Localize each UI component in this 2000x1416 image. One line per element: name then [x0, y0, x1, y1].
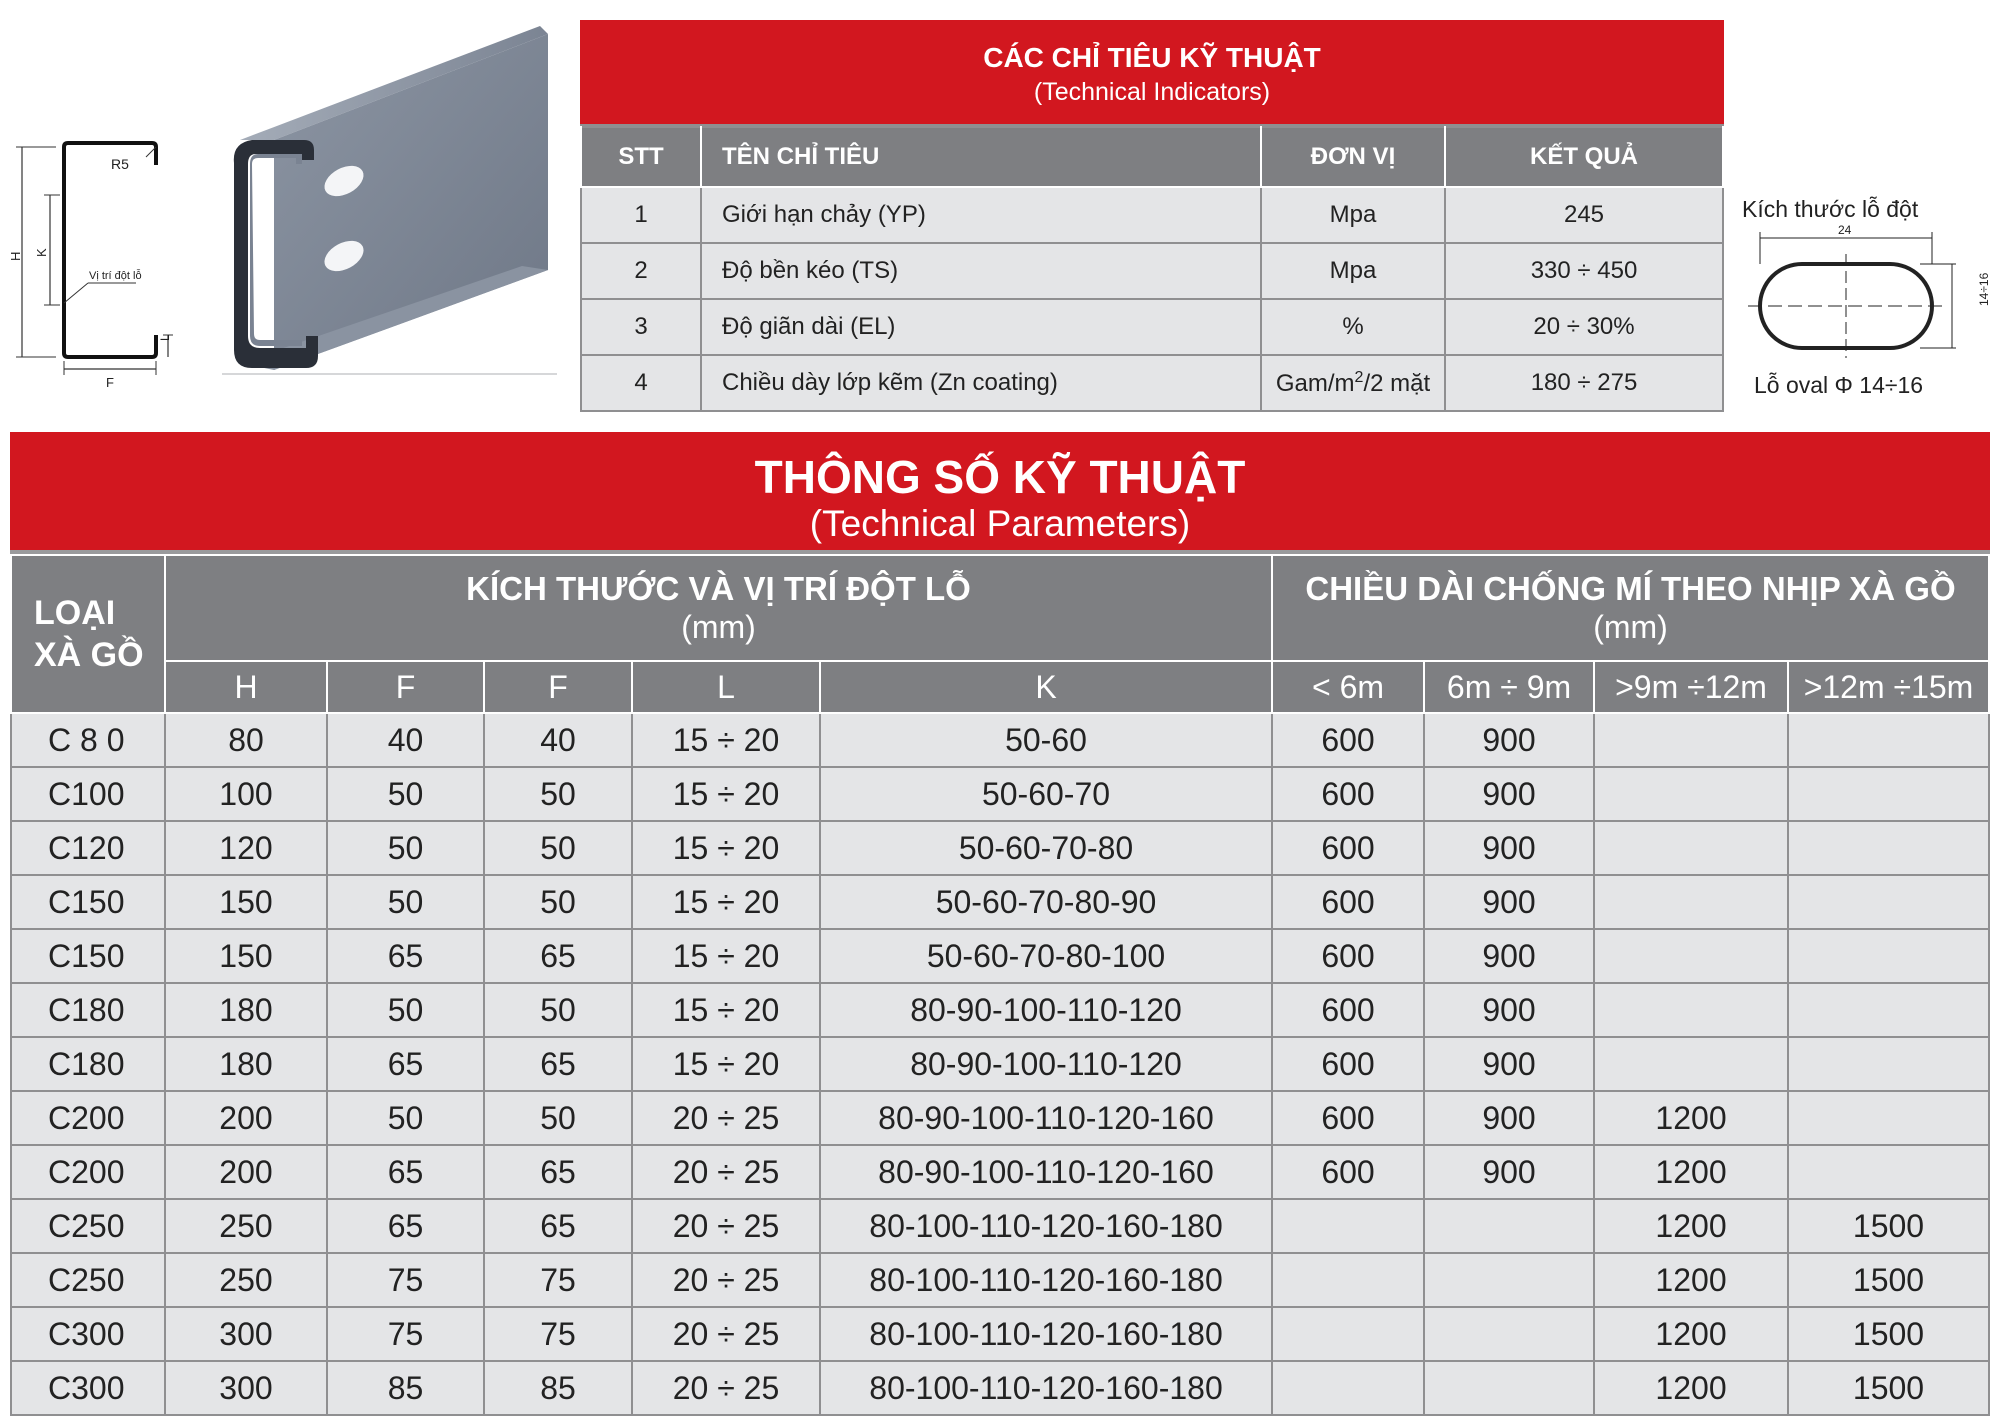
table-row — [581, 187, 1723, 243]
table-cell — [1424, 1253, 1594, 1307]
header-name: TÊN CHỈ TIÊU — [701, 127, 1261, 187]
table-cell — [1272, 1307, 1424, 1361]
table-cell: 200 — [165, 1091, 327, 1145]
table-cell: 180 — [165, 1037, 327, 1091]
hole-width-label: 24 — [1838, 223, 1852, 237]
table-cell: 75 — [484, 1307, 632, 1361]
table-cell — [1424, 1199, 1594, 1253]
table-cell — [1594, 767, 1788, 821]
table-cell — [1788, 875, 1989, 929]
table-cell: 40 — [327, 713, 484, 767]
indicators-grid — [580, 126, 1724, 412]
table-cell: 15 ÷ 20 — [632, 983, 820, 1037]
table-cell: 250 — [165, 1253, 327, 1307]
cell-type: C250 — [11, 1253, 165, 1307]
table-row — [11, 1145, 1989, 1199]
table-cell: 50-60 — [820, 713, 1272, 767]
table-cell: 600 — [1272, 1091, 1424, 1145]
c-purlin-3d-image — [222, 18, 557, 378]
table-cell: 80 — [165, 713, 327, 767]
oval-hole-drawing — [1742, 223, 1991, 371]
table-cell: 80-100-110-120-160-180 — [820, 1253, 1272, 1307]
table-cell: 50 — [484, 1091, 632, 1145]
table-cell: 1200 — [1594, 1145, 1788, 1199]
cell-unit: % — [1261, 299, 1445, 355]
header-type: LOẠI XÀ GỒ — [11, 555, 165, 713]
table-cell — [1272, 1253, 1424, 1307]
hole-caption: Lỗ oval Φ 14÷16 — [1754, 372, 1924, 398]
sub-header: H — [165, 661, 327, 713]
sub-header: < 6m — [1272, 661, 1424, 713]
cell-result: 20 ÷ 30% — [1445, 299, 1723, 355]
table-cell: 80-90-100-110-120 — [820, 983, 1272, 1037]
table-cell: 85 — [327, 1361, 484, 1415]
table-cell — [1788, 929, 1989, 983]
table-cell — [1788, 1091, 1989, 1145]
table-cell: 50 — [327, 875, 484, 929]
cell-type: C200 — [11, 1145, 165, 1199]
table-cell: 50 — [327, 983, 484, 1037]
cell-stt: 2 — [581, 243, 701, 299]
hole-detail — [1742, 196, 1991, 408]
table-cell: 200 — [165, 1145, 327, 1199]
cell-type: C150 — [11, 875, 165, 929]
table-row — [11, 1199, 1989, 1253]
table-cell — [1788, 821, 1989, 875]
table-cell: 600 — [1272, 1037, 1424, 1091]
table-cell — [1788, 983, 1989, 1037]
table-cell: 65 — [327, 1037, 484, 1091]
cell-name: Độ giãn dài (EL) — [701, 299, 1261, 355]
table-cell: 300 — [165, 1361, 327, 1415]
table-cell: 600 — [1272, 767, 1424, 821]
table-cell: 65 — [484, 1145, 632, 1199]
table-cell: 600 — [1272, 929, 1424, 983]
table-cell — [1424, 1307, 1594, 1361]
table-cell: 20 ÷ 25 — [632, 1145, 820, 1199]
table-cell: 900 — [1424, 821, 1594, 875]
table-cell: 75 — [327, 1307, 484, 1361]
params-subtitle: (Technical Parameters) — [809, 503, 1191, 544]
indicators-banner — [580, 20, 1724, 126]
indicators-subtitle: (Technical Indicators) — [1033, 78, 1271, 106]
table-row — [11, 983, 1989, 1037]
c-profile-diagram — [8, 135, 173, 395]
table-cell: 1500 — [1788, 1253, 1989, 1307]
table-cell — [1788, 713, 1989, 767]
table-row — [11, 1037, 1989, 1091]
table-cell: 900 — [1424, 767, 1594, 821]
sub-header: 6m ÷ 9m — [1424, 661, 1594, 713]
table-cell: 600 — [1272, 821, 1424, 875]
table-row — [11, 1361, 1989, 1415]
table-cell: 600 — [1272, 713, 1424, 767]
table-cell: 1200 — [1594, 1253, 1788, 1307]
table-cell — [1594, 929, 1788, 983]
cell-stt: 1 — [581, 187, 701, 243]
table-cell: 50 — [484, 983, 632, 1037]
table-cell: 65 — [327, 929, 484, 983]
cell-type: C100 — [11, 767, 165, 821]
cell-type: C200 — [11, 1091, 165, 1145]
table-cell: 80-90-100-110-120-160 — [820, 1091, 1272, 1145]
sub-header: F — [327, 661, 484, 713]
table-row — [11, 1253, 1989, 1307]
table-cell: 80-90-100-110-120-160 — [820, 1145, 1272, 1199]
cell-result: 180 ÷ 275 — [1445, 355, 1723, 411]
table-row — [11, 821, 1989, 875]
table-cell: 150 — [165, 875, 327, 929]
sub-header: >9m ÷12m — [1594, 661, 1788, 713]
header-dimensions: KÍCH THƯỚC VÀ VỊ TRÍ ĐỘT LỖ (mm) — [165, 555, 1272, 661]
table-cell: 1200 — [1594, 1361, 1788, 1415]
hole-title: Kích thước lỗ đột — [1742, 196, 1919, 222]
table-cell — [1594, 713, 1788, 767]
table-cell: 80-100-110-120-160-180 — [820, 1361, 1272, 1415]
table-cell — [1594, 875, 1788, 929]
table-cell: 1200 — [1594, 1091, 1788, 1145]
table-row — [11, 1091, 1989, 1145]
cell-unit: Mpa — [1261, 187, 1445, 243]
sub-header: F — [484, 661, 632, 713]
cell-name: Độ bền kéo (TS) — [701, 243, 1261, 299]
table-cell: 20 ÷ 25 — [632, 1253, 820, 1307]
table-cell: 600 — [1272, 875, 1424, 929]
table-cell: 50 — [484, 821, 632, 875]
label-h: H — [8, 251, 23, 261]
cell-type: C 8 0 — [11, 713, 165, 767]
table-cell: 50 — [327, 1091, 484, 1145]
table-cell: 900 — [1424, 1145, 1594, 1199]
table-row — [581, 243, 1723, 299]
table-cell — [1788, 767, 1989, 821]
table-cell: 50 — [327, 767, 484, 821]
table-cell: 900 — [1424, 875, 1594, 929]
table-row — [11, 1307, 1989, 1361]
hole-height-label: 14÷16 — [1977, 272, 1991, 306]
table-row — [11, 713, 1989, 767]
table-cell — [1594, 821, 1788, 875]
table-row — [581, 355, 1723, 411]
table-cell: 80-100-110-120-160-180 — [820, 1307, 1272, 1361]
label-k: K — [34, 248, 49, 257]
table-cell: 600 — [1272, 983, 1424, 1037]
table-cell: 300 — [165, 1307, 327, 1361]
table-cell: 50-60-70 — [820, 767, 1272, 821]
table-cell: 80-100-110-120-160-180 — [820, 1199, 1272, 1253]
cell-stt: 4 — [581, 355, 701, 411]
table-cell: 180 — [165, 983, 327, 1037]
table-cell — [1788, 1145, 1989, 1199]
table-cell: 15 ÷ 20 — [632, 821, 820, 875]
params-banner — [10, 432, 1990, 554]
table-cell: 20 ÷ 25 — [632, 1199, 820, 1253]
params-body — [11, 713, 1989, 1415]
table-cell: 50 — [327, 821, 484, 875]
label-hole-position: Vị trí đột lỗ — [89, 270, 142, 282]
table-cell: 15 ÷ 20 — [632, 1037, 820, 1091]
table-cell: 600 — [1272, 1145, 1424, 1199]
table-row — [581, 299, 1723, 355]
table-cell: 65 — [484, 929, 632, 983]
table-cell — [1788, 1037, 1989, 1091]
table-cell: 900 — [1424, 713, 1594, 767]
table-cell: 50 — [484, 767, 632, 821]
header-result: KẾT QUẢ — [1445, 127, 1723, 187]
cell-result: 245 — [1445, 187, 1723, 243]
table-cell — [1424, 1361, 1594, 1415]
header-unit: ĐƠN VỊ — [1261, 127, 1445, 187]
cell-type: C120 — [11, 821, 165, 875]
cell-type: C300 — [11, 1361, 165, 1415]
table-cell — [1272, 1199, 1424, 1253]
table-cell: 65 — [327, 1145, 484, 1199]
table-row — [11, 929, 1989, 983]
sub-header: L — [632, 661, 820, 713]
table-cell: 900 — [1424, 1037, 1594, 1091]
label-r5: R5 — [111, 156, 129, 172]
table-cell: 50-60-70-80-100 — [820, 929, 1272, 983]
table-cell: 75 — [484, 1253, 632, 1307]
cell-type: C150 — [11, 929, 165, 983]
table-cell: 40 — [484, 713, 632, 767]
label-f: F — [106, 375, 114, 390]
cell-result: 330 ÷ 450 — [1445, 243, 1723, 299]
table-cell: 100 — [165, 767, 327, 821]
table-cell: 80-90-100-110-120 — [820, 1037, 1272, 1091]
header-overlap-length: CHIỀU DÀI CHỐNG MÍ THEO NHỊP XÀ GỒ (mm) — [1272, 555, 1989, 661]
table-cell: 15 ÷ 20 — [632, 767, 820, 821]
table-cell — [1594, 1037, 1788, 1091]
table-cell: 120 — [165, 821, 327, 875]
table-cell: 150 — [165, 929, 327, 983]
table-cell: 75 — [327, 1253, 484, 1307]
table-cell: 900 — [1424, 983, 1594, 1037]
table-cell: 15 ÷ 20 — [632, 713, 820, 767]
table-cell: 900 — [1424, 929, 1594, 983]
cell-type: C250 — [11, 1199, 165, 1253]
indicators-title: CÁC CHỈ TIÊU KỸ THUẬT — [983, 42, 1321, 73]
table-cell — [1272, 1361, 1424, 1415]
cell-unit: Gam/$m^2/2$ mặt — [1261, 355, 1445, 411]
cell-stt: 3 — [581, 299, 701, 355]
label-l: L — [158, 334, 172, 341]
table-cell: 85 — [484, 1361, 632, 1415]
table-cell: 20 ÷ 25 — [632, 1307, 820, 1361]
table-cell: 20 ÷ 25 — [632, 1091, 820, 1145]
table-cell: 65 — [484, 1037, 632, 1091]
sub-header-row — [11, 661, 1989, 713]
table-cell: 65 — [484, 1199, 632, 1253]
table-cell: 1500 — [1788, 1361, 1989, 1415]
table-cell: 1500 — [1788, 1199, 1989, 1253]
cell-unit: Mpa — [1261, 243, 1445, 299]
table-cell: 1200 — [1594, 1199, 1788, 1253]
sub-header: >12m ÷15m — [1788, 661, 1989, 713]
table-row — [11, 767, 1989, 821]
cell-type: C180 — [11, 983, 165, 1037]
table-cell: 900 — [1424, 1091, 1594, 1145]
params-grid — [10, 554, 1990, 1416]
cell-type: C300 — [11, 1307, 165, 1361]
header-stt: STT — [581, 127, 701, 187]
technical-parameters-table — [10, 432, 1990, 1416]
cell-type: C180 — [11, 1037, 165, 1091]
params-title: THÔNG SỐ KỸ THUẬT — [754, 451, 1246, 503]
technical-indicators-table — [580, 20, 1724, 412]
table-cell — [1594, 983, 1788, 1037]
table-cell: 20 ÷ 25 — [632, 1361, 820, 1415]
table-cell: 50 — [484, 875, 632, 929]
cell-name: Chiều dày lớp kẽm (Zn coating) — [701, 355, 1261, 411]
table-cell: 1500 — [1788, 1307, 1989, 1361]
table-cell: 50-60-70-80 — [820, 821, 1272, 875]
table-cell: 250 — [165, 1199, 327, 1253]
sub-header: K — [820, 661, 1272, 713]
table-row — [11, 875, 1989, 929]
table-cell: 65 — [327, 1199, 484, 1253]
cell-name: Giới hạn chảy (YP) — [701, 187, 1261, 243]
table-cell: 1200 — [1594, 1307, 1788, 1361]
table-cell: 15 ÷ 20 — [632, 875, 820, 929]
table-cell: 50-60-70-80-90 — [820, 875, 1272, 929]
table-cell: 15 ÷ 20 — [632, 929, 820, 983]
